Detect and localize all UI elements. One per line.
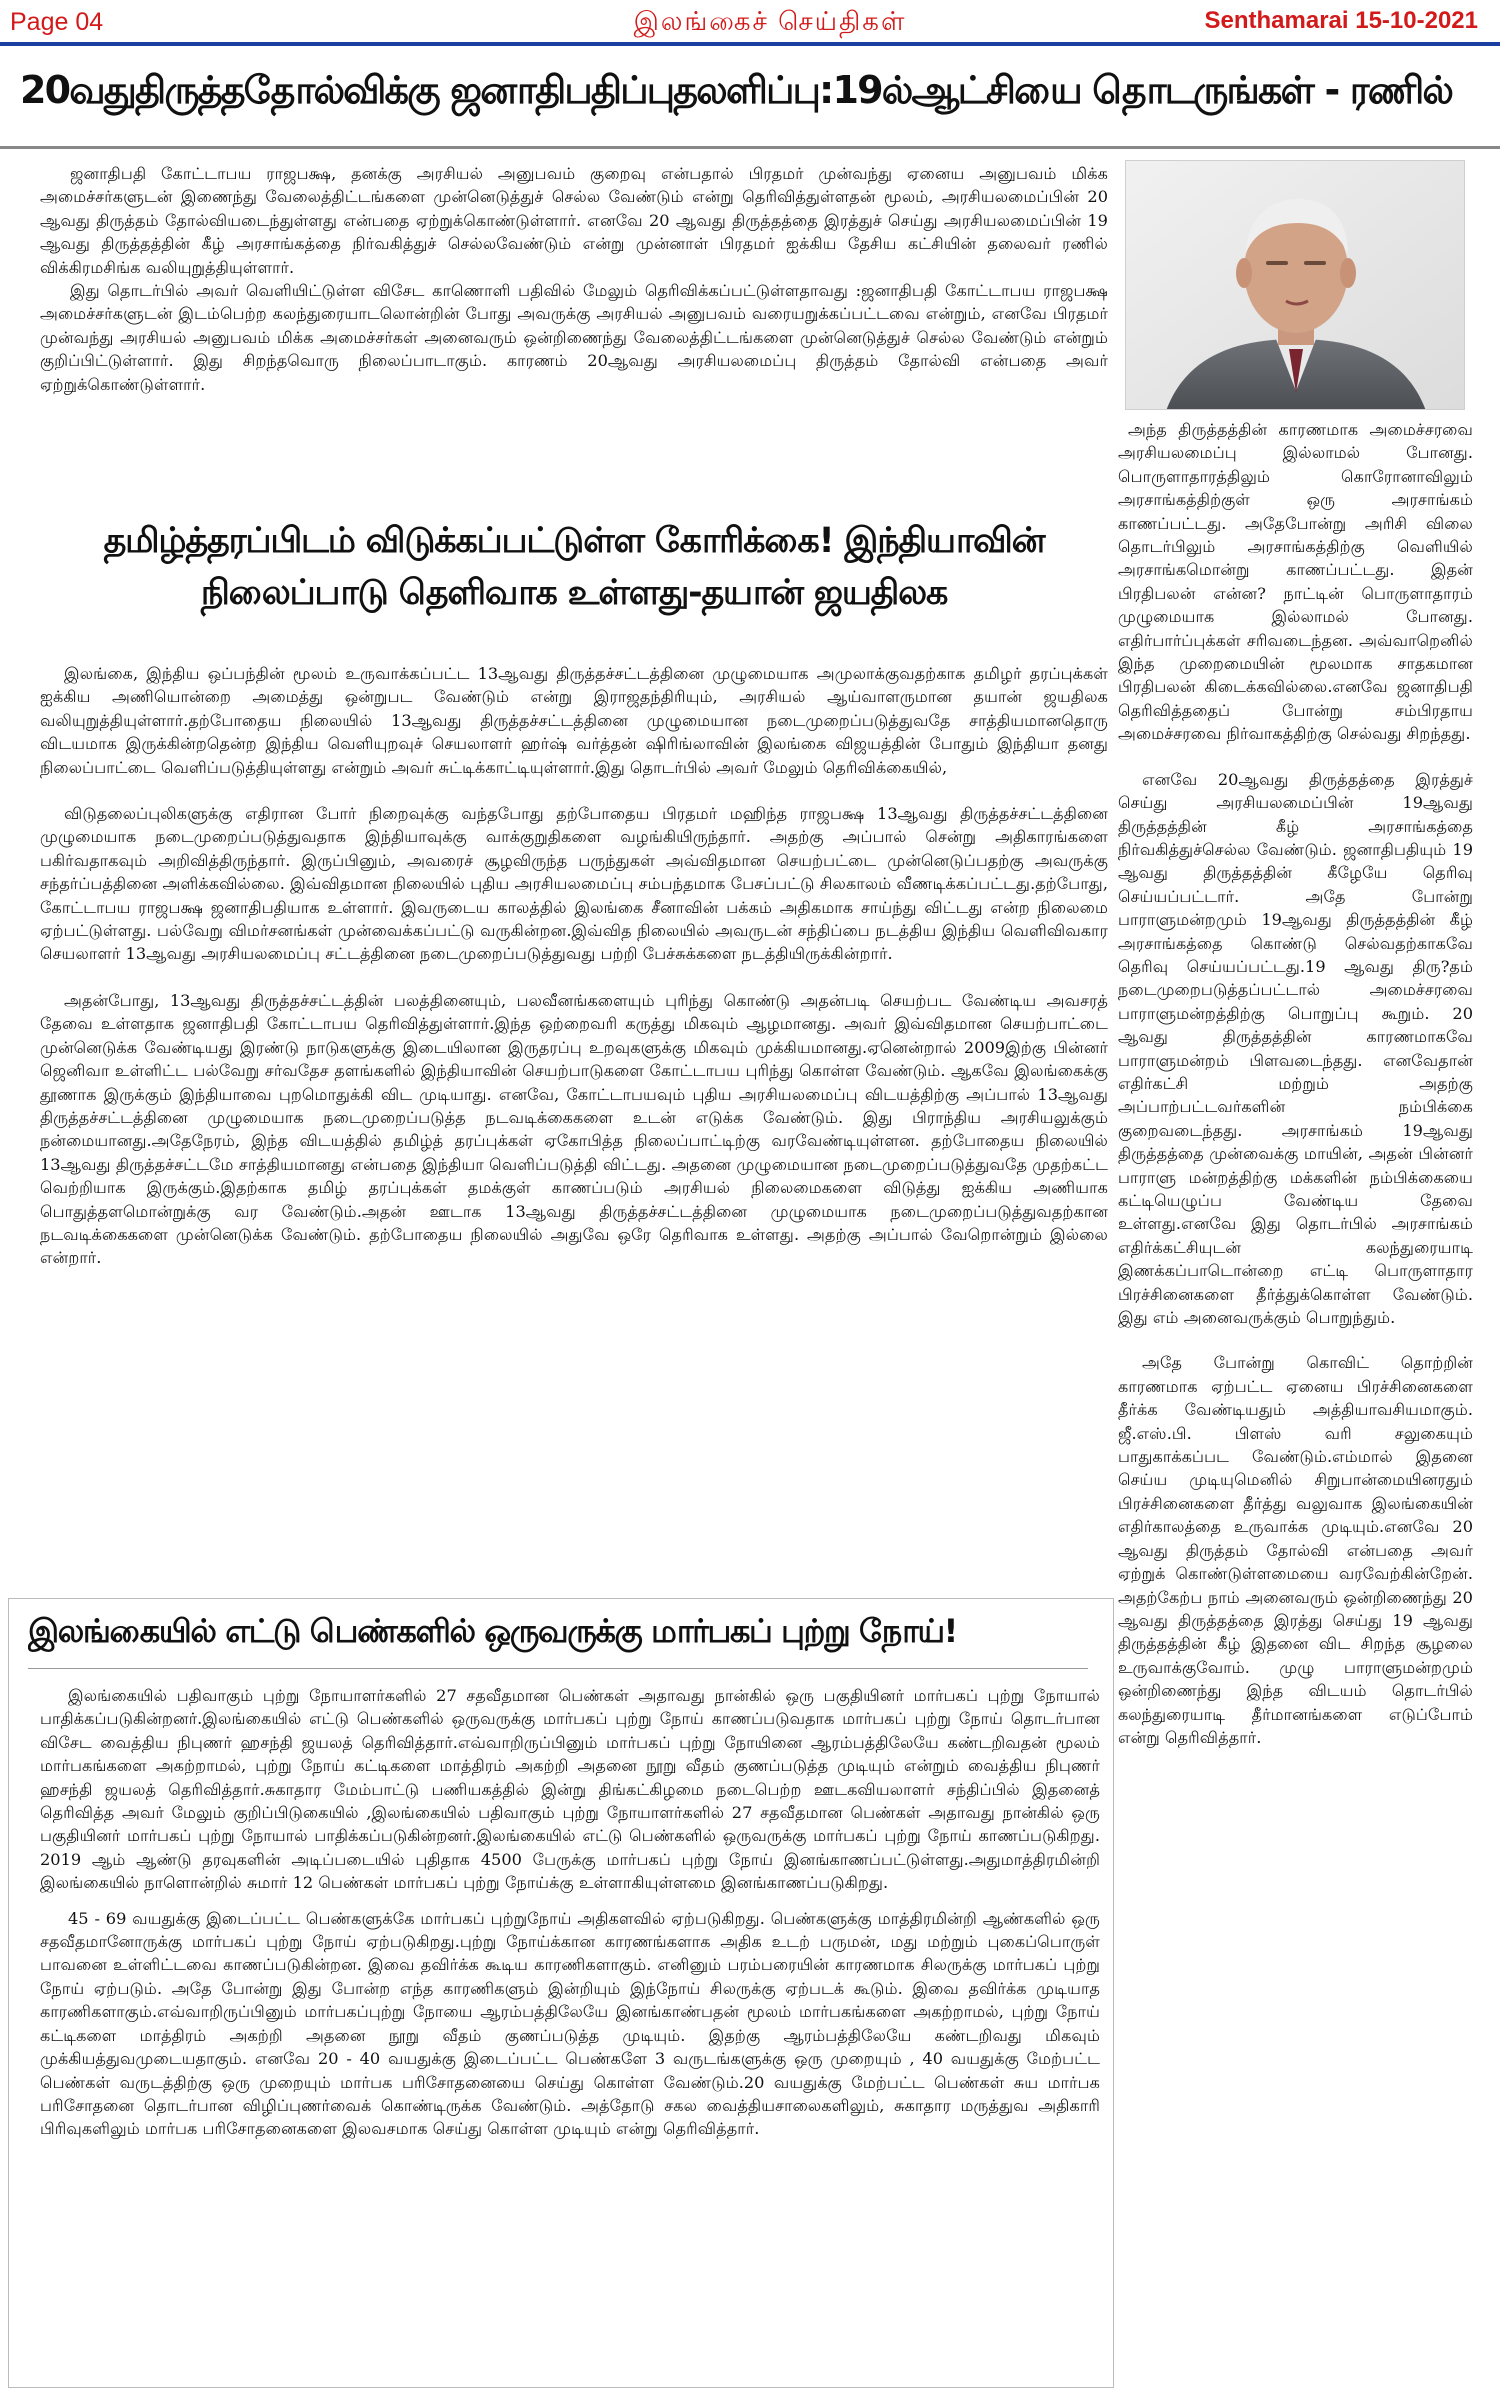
section-title: இலங்கைச் செய்திகள்: [633, 6, 907, 36]
paragraph: அந்த திருத்தத்தின் காரணமாக அமைச்சரவை அரசியலமைப்பு இல்லாமல் போனது. பொருளாதாரத்திலும் கொரோனாவிலும் அரசாங்கத்திற்குள் ஒரு அரசாங்கம் காணப்பட்டது. அதேபோன்று அரிசி விலை தொடர்பிலும் அரசாங்கத்திற்கு வெளியில் அரசாங்கமொன்று காணப்பட்டது. இதன் பிரதிபலன் என்ன? நாட்டின் பொருளாதாரம் முழுமையாக இல்லாமல் போனது. எதிர்பார்ப்புக்கள் சரிவடைந்தன. அவ்வாறெனில் இந்த முறைமையின் மூலமாக சாதகமான பிரதிபலன் கிடைக்கவில்லை.எனவே ஜனாதிபதி தெரிவித்ததைப் போன்று சம்பிரதாய அமைச்சரவை நிர்வாகத்திற்கு செல்வது சிறந்தது.: [1118, 420, 1473, 744]
headline-line: தமிழ்த்தரப்பிடம் விடுக்கப்பட்டுள்ள கோரிக்கை! இந்தியாவின்: [103, 521, 1045, 561]
paper-name-date: Senthamarai 15-10-2021: [1204, 7, 1478, 34]
sidebar-column: [1118, 418, 1473, 1771]
article-tamil-headline: [40, 515, 1108, 619]
page-number: Page 04: [10, 8, 104, 36]
headline-rule: [0, 146, 1500, 149]
main-headline: 20வதுதிருத்ததோல்விக்கு ஜனாதிபதிப்புதலளிப்பு:19ல்ஆட்சியை தொடருங்கள் - ரணில்: [20, 68, 1453, 112]
article-ranil-body: [40, 162, 1108, 396]
paragraph: 45 - 69 வயதுக்கு இடைப்பட்ட பெண்களுக்கே மார்பகப் புற்றுநோய் அதிகளவில் ஏற்படுகிறது. பெண்களுக்கு மாத்திரமின்றி ஆண்களில் ஒரு சதவீதமானோருக்கு மார்பகப் புற்று நோய் ஏற்படுகிறது.புற்று நோய்க்கான காரணங்களாக அதிக உடற் பருமன், மது மற்றும் புகைப்பொருள் பாவனை உள்ளிட்டவை காணப்படுகின்றன. இவை தவிர்க்க கூடிய காரணிகளாகும். எனினும் பரம்பரையின் காரணமாக சிலருக்கு மார்பகப் புற்று நோய் ஏற்படும். அதே போன்று இது போன்ற எந்த காரணிகளும் இன்றியும் இந்நோய் சிலருக்கு ஏற்படக் கூடும். இவை தவிர்க்க முடியாத காரணிகளாகும்.எவ்வாறிருப்பினும் மார்பகப்புற்று நோயை ஆரம்பத்திலேயே இனங்காண்பதன் மூலம் மார்பகங்களை அகற்றாமல், புற்று நோய் கட்டிகளை மாத்திரம் அகற்றி அதனை நூறு வீதம் குணப்படுத்த முடியும். இதற்கு ஆரம்பத்திலேயே கண்டறிவது மிகவும் முக்கியத்துவமுடையதாகும். எனவே 20 - 40 வயதுக்கு இடைப்பட்ட பெண்களே 3 வருடங்களுக்கு ஒரு முறையும் , 40 வயதுக்கு மேற்பட்ட பெண்கள் வருடத்திற்கு ஒரு முறையும் மார்பக பரிசோதனையை செய்து கொள்ள வேண்டும்.20 வயதுக்கு மேற்பட்ட பெண்கள் சுய மார்பக பரிசோதனை தொடர்பான விழிப்புணர்வைக் கொண்டிருக்க வேண்டும். அத்தோடு சகல வைத்தியசாலைகளிலும், சுகாதார மருத்துவ அதிகாரி பிரிவுகளிலும் மார்பக பரிசோதனைகளை இலவசமாக செய்து கொள்ள முடியும் என்று தெரிவித்தார்.: [40, 1908, 1100, 2139]
paragraph: ஜனாதிபதி கோட்டாபய ராஜபக்ஷ, தனக்கு அரசியல் அனுபவம் குறைவு என்பதால் பிரதமர் முன்வந்து ஏனைய அனுபவம் மிக்க அமைச்சர்களுடன் இணைந்து வேலைத்திட்டங்களை முன்னெடுத்துச் செல்ல வேண்டும் என்று தெரிவித்துள்ளதன் மூலம், அரசியலமைப்பின் 20 ஆவது திருத்தம் தோல்வியடைந்துள்ளது என்பதை ஏற்றுக்கொண்டுள்ளார். எனவே 20 ஆவது திருத்தத்தை இரத்துச் செய்து அரசியலமைப்பின் 19 ஆவது திருத்தத்தின் கீழ் அரசாங்கத்தை நிர்வகித்துச் செல்லவேண்டும் என்று முன்னாள் பிரதமர் ஐக்கிய தேசிய கட்சியின் தலைவர் ரணில் விக்கிரமசிங்க வலியுறுத்தியுள்ளார்.: [40, 164, 1108, 277]
header-rule: [0, 42, 1500, 46]
paragraph: அதன்போது, 13ஆவது திருத்தச்சட்டத்தின் பலத்தினையும், பலவீனங்களையும் புரிந்து கொண்டு அதன்படி செயற்பட வேண்டிய அவசரத் தேவை உள்ளதாக ஜனாதிபதி கோட்டாபய தெரிவித்துள்ளார்.இந்த ஒற்றைவரி கருத்து மிகவும் ஆழமானது. அவர் இவ்விதமான செயற்பாட்டை முன்னெடுக்க வேண்டியது இரண்டு நாடுகளுக்கு இடையிலான இருதரப்பு உறவுகளுக்கு மிகவும் முக்கியமானது.ஏனென்றால் 2009இற்கு பின்னர் ஜெனிவா உள்ளிட்ட பல்வேறு சர்வதேச தளங்களில் இந்தியாவின் செயற்பாடுகளை கோட்டாபய புரிந்து கொள்ள வேண்டும். ஆகவே இலங்கைக்கு தூணாக இருக்கும் இந்தியாவை புறமொதுக்கி விட முடியாது. எனவே, கோட்டாபயவும் புதிய அரசியலமைப்பு விடயத்திற்கு அப்பால் 13ஆவது திருத்தச்சட்டத்தினை முழுமையாக நடைமுறைப்படுத்த நடவடிக்கைகளை உடன் எடுக்க வேண்டும். இது பிராந்திய அரசியலுக்கும் நன்மையானது.அதேநேரம், இந்த விடயத்தில் தமிழ்த் தரப்புக்கள் ஏகோபித்த நிலைப்பாட்டிற்கு வரவேண்டியுள்ளன. தற்போதைய நிலையில் 13ஆவது திருத்தச்சட்டமே சாத்தியமானது என்பதை இந்தியா வெளிப்படுத்தி விட்டது. அதனை முழுமையான நடைமுறைப்படுத்துவதே முதற்கட்ட வெற்றியாக இருக்கும்.இதற்காக தமிழ் தரப்புக்கள் தமக்குள் காணப்படும் அரசியல் நிலைமைகளை விடுத்து ஐக்கிய அணியாக பொதுத்தளமொன்றுக்கு வர வேண்டும்.அதன் ஊடாக 13ஆவது திருத்தச்சட்டத்தினை முழுமையாக நடைமுறைப்படுத்துவதற்கான நடவடிக்கைகளை முன்னெடுக்க வேண்டும். தற்போதைய நிலையில் அதுவே ஒரே தெரிவாக உள்ளது. அதற்கு அப்பால் வேறொன்றும் இல்லை என்றார்.: [40, 990, 1108, 1268]
paragraph: எனவே 20ஆவது திருத்தத்தை இரத்துச் செய்து அரசியலமைப்பின் 19ஆவது திருத்தத்தின் கீழ் அரசாங்கத்தை நிர்வகித்துச்செல்ல வேண்டும். ஜனாதிபதியும் 19 ஆவது திருத்தத்தின் கீழேயே தெரிவு செய்யப்பட்டார். அதே போன்று பாராளுமன்றமும் 19ஆவது திருத்தத்தின் கீழ் அரசாங்கத்தை கொண்டு செல்வதற்காகவே தெரிவு செய்யப்பட்டது.19 ஆவது திரு?தம் நடைமுறைபடுத்தப்பட்டால் அமைச்சரவை பாராளுமன்றத்திற்கு பொறுப்பு கூறும். 20 ஆவது திருத்தத்தின் காரணமாகவே பாராளுமன்றம் பிளவடைந்தது. எனவேதான் எதிர்கட்சி மற்றும் அதற்கு அப்பாற்பட்டவர்களின் நம்பிக்கை குறைவடைந்தது. அரசாங்கம் 19ஆவது திருத்தத்தை முன்வைக்கு மாயின், அதன் பின்னர் பாராளு மன்றத்திற்கு மக்களின் நம்பிக்கையை கட்டியெழுப்ப வேண்டிய தேவை உள்ளது.எனவே இது தொடர்பில் அரசாங்கம் எதிர்க்கட்சியுடன் கலந்துரையாடி இணக்கப்பாடொன்றை எட்டி பொருளாதார பிரச்சினைகளை தீர்த்துக்கொள்ள வேண்டும். இது எம் அனைவருக்கும் பொறுந்தும்.: [1118, 769, 1473, 1328]
headline-line: நிலைப்பாடு தெளிவாக உள்ளது-தயான் ஜயதிலக: [200, 573, 948, 613]
paragraph: விடுதலைப்புலிகளுக்கு எதிரான போர் நிறைவுக்கு வந்தபோது தற்போதைய பிரதமர் மஹிந்த ராஜபக்ஷ 13ஆவது திருத்தச்சட்டத்தினை முழுமையாக நடைமுறைப்படுத்துவதாக இந்தியாவுக்கு வாக்குறுதிகளை வழங்கியிருந்தார். அதற்கு அப்பால் சென்று அதிகாரங்களை பகிர்வதாகவும் அறிவித்திருந்தார். இருப்பினும், அவரைச் சூழவிருந்த பருந்துகள் அவ்விதமான செயற்பட்டை முன்னெடுப்பதற்கு அவருக்கு சந்தர்ப்பத்தினை அளிக்கவில்லை. இவ்விதமான நிலையில் புதிய அரசியலமைப்பு சம்பந்தமாக பேசப்பட்டு சிலகாலம் வீணடிக்கப்பட்டது.தற்போது, கோட்டாபய ராஜபக்ஷ ஜனாதிபதியாக உள்ளார். இவருடைய காலத்தில் இலங்கை சீனாவின் பக்கம் அதிகமாக சாய்ந்து விட்டது என்ற நிலைமை ஏற்பட்டுள்ளது. பல்வேறு விமர்சனங்கள் முன்வைக்கப்பட்டு வருகின்றன.இவ்வித நிலையில் அவருடன் சந்திப்பை நடத்திய இந்திய வெளிவிவகார செயலாளர் 13ஆவது அரசியலமைப்பு சட்டத்தினை நடைமுறைப்படுத்துவது பற்றி பேச்சுக்களை நடத்தியிருக்கின்றார்.: [40, 804, 1108, 964]
article-cancer-headline: இலங்கையில் எட்டு பெண்களில் ஒருவருக்கு மார்பகப் புற்று நோய்!: [28, 1612, 957, 1650]
paragraph: இலங்கையில் பதிவாகும் புற்று நோயாளர்களில் 27 சதவீதமான பெண்கள் அதாவது நான்கில் ஒரு பகுதியினர் மார்பகப் புற்று நோயால் பாதிக்கப்படுகின்றனர்.இலங்கையில் எட்டு பெண்களில் ஒருவருக்கு மார்பகப் புற்று நோய் காணப்படுவதாக மார்பகப் புற்று நோய் தொடர்பான விசேட வைத்திய நிபுணர் ஹசந்தி ஜயலத் தெரிவித்தார்.எவ்வாறிருப்பினும் மார்பகப் புற்று நோயினை ஆரம்பத்திலேயே கண்டறிவதன் மூலம் மார்பகங்களை அகற்றாமல், புற்று நோய் கட்டிகளை மாத்திரம் அகற்றி அதனை நூறு வீதம் குணப்படுத்த முடியும் என்றும் வைத்திய நிபுணர் ஹசந்தி ஜயலத் தெரிவித்தார்.சுகாதார மேம்பாட்டு பணியகத்தில் இன்று திங்கட்கிழமை நடைபெற்ற ஊடகவியலாளர் சந்திப்பில் இதனைத் தெரிவித்த அவர் மேலும் குறிப்பிடுகையில் ,இலங்கையில் பதிவாகும் புற்று நோயாளர்களில் 27 சதவீதமான பெண்கள் அதாவது நான்கில் ஒரு பகுதியினர் மார்பகப் புற்று நோயால் பாதிக்கப்படுகின்றனர்.இலங்கையில் எட்டு பெண்களில் ஒருவருக்கு மார்பகப் புற்று நோய் காணப்படுகிறது. 2019 ஆம் ஆண்டு தரவுகளின் அடிப்படையில் புதிதாக 4500 பேருக்கு மார்பகப் புற்று நோய் இனங்காணப்பட்டுள்ளது.அதுமாத்திரமின்றி இலங்கையில் நாளொன்றில் சுமார் 12 பெண்கள் மார்பகப் புற்று நோய்க்கு உள்ளாகியுள்ளமை இனங்காணப்படுகிறது.: [40, 1686, 1100, 1893]
article-cancer-body: [40, 1684, 1100, 2153]
box-headline-rule: [28, 1668, 1088, 1669]
portrait-photo-icon: [1125, 160, 1465, 410]
paragraph: அதே போன்று கொவிட் தொற்றின் காரணமாக ஏற்பட்ட ஏனைய பிரச்சினைகளை தீர்க்க வேண்டியதும் அத்தியாவசியமாகும். ஜீ.எஸ்.பி. பிளஸ் வரி சலுகையும் பாதுகாக்கப்பட வேண்டும்.எம்மால் இதனை செய்ய முடியுமெனில் சிறுபான்மையினரதும் பிரச்சினைகளை தீர்த்து வலுவாக இலங்கையின் எதிர்காலத்தை உருவாக்க முடியும்.எனவே 20 ஆவது திருத்தம் தோல்வி என்பதை அவர் ஏற்றுக் கொண்டுள்ளமையை வரவேற்கின்றேன். அதற்கேற்ப நாம் அனைவரும் ஒன்றிணைந்து 20 ஆவது திருத்தத்தை இரத்து செய்து 19 ஆவது திருத்தத்தின் கீழ் இதனை விட சிறந்த சூழலை உருவாக்குவோம். முழு பாராளுமன்றமும் ஒன்றிணைந்து இந்த விடயம் தொடர்பில் கலந்துரையாடி தீர்மானங்களை எடுப்போம் என்று தெரிவித்தார்.: [1118, 1353, 1473, 1747]
page-header: [0, 0, 1500, 40]
article-tamil-body: [40, 662, 1108, 1293]
paragraph: இலங்கை, இந்திய ஒப்பந்தின் மூலம் உருவாக்கப்பட்ட 13ஆவது திருத்தச்சட்டத்தினை முழுமையாக அமுலாக்குவதற்காக தமிழர் தரப்புக்கள் ஐக்கிய அணியொன்றை அமைத்து ஒன்றுபட வேண்டும் என்று இராஜதந்திரியும், அரசியல் ஆய்வாளருமான தயான் ஜயதிலக வலியுறுத்தியுள்ளார்.தற்போதைய நிலையில் 13ஆவது திருத்தச்சட்டத்தினை முழுமையான நடைமுறைப்படுத்துவதே சாத்தியமானதொரு விடயமாக இருக்கின்றதென்ற இந்திய வெளியுறவுச் செயலாளர் ஹர்ஷ் வர்த்தன் ஷிரிங்லாவின் இலங்கை விஜயத்தின் போதும் இந்தியா தனது நிலைப்பாட்டை வெளிப்படுத்தியுள்ளது என்றும் அவர் சுட்டிக்காட்டியுள்ளார்.இது தொடர்பில் அவர் மேலும் தெரிவிக்கையில்,: [40, 664, 1108, 777]
paragraph: இது தொடர்பில் அவர் வெளியிட்டுள்ள விசேட காணொளி பதிவில் மேலும் தெரிவிக்கப்பட்டுள்ளதாவது :ஜனாதிபதி கோட்டாபய ராஜபக்ஷ அமைச்சர்களுடன் இடம்பெற்ற கலந்துரையாடலொன்றின் போது அவருக்கு அரசியல் அனுபவம் வரையறுக்கப்பட்டவை என்றும், எனவே பிரதமர் முன்வந்து அரசியல் அனுபவம் மிக்க அமைச்சர்கள் அனைவரும் ஒன்றிணைந்து வேலைத்திட்டங்களை முன்னெடுத்துச் செல்ல வேண்டும் என்றும் குறிப்பிட்டுள்ளார். இது சிறந்தவொரு நிலைப்பாடாகும். காரணம் 20ஆவது அரசியலமைப்பு திருத்தம் தோல்வி என்பதை அவர் ஏற்றுக்கொண்டுள்ளார்.: [40, 281, 1108, 394]
